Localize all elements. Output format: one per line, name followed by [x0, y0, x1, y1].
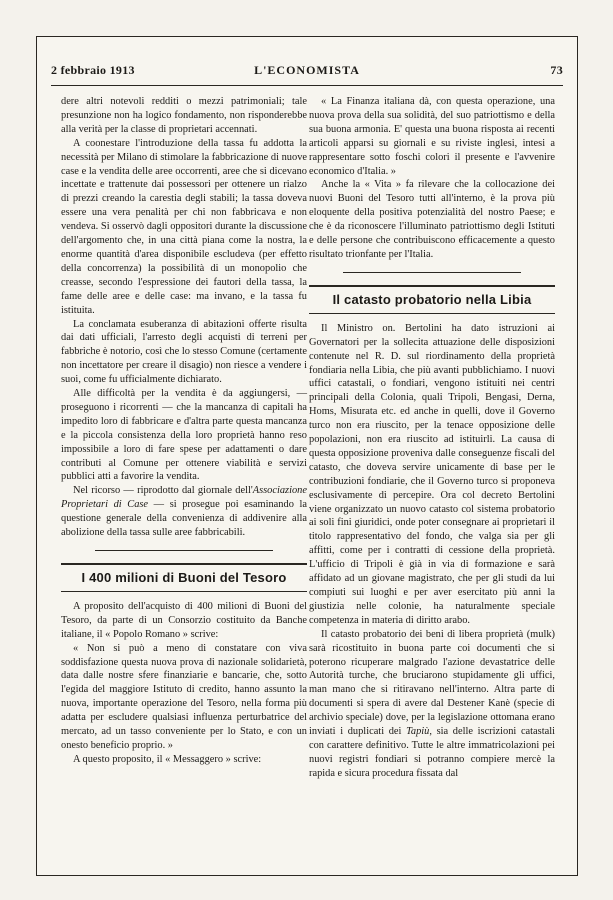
section-heading-catasto-libia: Il catasto probatorio nella Libia — [332, 291, 532, 307]
article-paragraph: Alle difficoltà per la vendita è da aggiungersi, — proseguono i ricorrenti — che la mancanza di capitali ha impedito loro di fabbricare e d'altra parte questa mancanza e la piccola consistenza della loro proprietà hanno reso impossibile a loro di fare spese per adattamenti o dare contributi al Comune per ottenere viabilità e servizi pubblici atti a favorire la vendita. — [61, 388, 307, 483]
section-rule-thick — [309, 285, 555, 287]
article-paragraph: A proposito dell'acquisto di 400 milioni di Buoni del Tesoro, da parte di un Consorzio costituito da Banche italiane, il « Popolo Romano » scrive: — [61, 600, 307, 640]
page-number: 73 — [550, 63, 563, 77]
right-column — [309, 95, 555, 781]
article-paragraph: « Non si può a meno di constatare con viva soddisfazione questa nuova prova di nazionale solidarietà, data dalle nostre sfere finanziarie e bancarie, che, sotto l'egida del maggiore Istituto di credito, hanno assunto la nuova, importante operazione del Tesoro, nella forma più adatta per escludere qualsiasi influenza perturbatrice del mercato, ad un tasso conveniente per lo Stato, e con un onesto beneficio proprio. » — [61, 642, 307, 751]
association-name: Associazione Proprietari di Case — [61, 485, 307, 511]
section-heading-buoni-tesoro: I 400 milioni di Buoni del Tesoro — [81, 570, 287, 585]
catasto-text-before: Il catasto probatorio dei beni di libera proprietà (mulk) sarà ricostituito in buona parte coi documenti che si poterono ricuperare malgrado l'azione devastatrice delle Autorità turche, che bruciarono stupidamente gli uffici, man mano che si ritiravano nell'interno. Altra parte di documenti si spera di avere dal Destener Kanè (specie di archivio speciale) dove, per la legislazione ottomana erano inviati i duplicati dei — [309, 628, 555, 738]
journal-title: L'ECONOMISTA — [254, 63, 360, 77]
article-paragraph: Anche la « Vita » fa rilevare che la collocazione dei nuovi Buoni del Tesoro tutti all'interno, è la prova più eloquente della positiva potenzialità del nostro Paese; e che è da riconoscere l'illuminato patriottismo degli Istituti e delle persone che contribuiscono efficacemente a questo risultato trionfante per l'Italia. — [309, 179, 555, 260]
header-rule — [51, 85, 563, 86]
article-paragraph — [61, 484, 307, 540]
section-rule-thin — [309, 313, 555, 314]
tapiu-term: Tapiù — [406, 726, 430, 738]
article-paragraph: dere altri notevoli redditi o mezzi patrimoniali; tale presunzione non ha logico fondamento, non risponderebbe alla verità per la classe di proprietari accennati. — [61, 96, 307, 135]
left-column — [61, 95, 307, 767]
article-paragraph — [309, 628, 555, 781]
article-paragraph: La conclamata esuberanza di abitazioni offerte risulta dai dati ufficiali, l'arresto degli acquisti di terreni per fabbriche è notorio, così che lo stesso Comune (certamente non incettatore per creare il disagio) non riesce a vendere i suoi, come fu ufficialmente dichiarato. — [61, 318, 307, 386]
catasto-text-after: , sia delle iscrizioni catastali con carattere definitivo. Tutte le altre immatricolazioni pei nuovi registri fondiari si potranno compiere mercè la rapida e sicura procedura fissata dal — [309, 726, 555, 779]
article-separator — [343, 272, 521, 273]
ricorso-text-after: — si prosegue poi esaminando la questione generale della convenienza di addivenire alla abolizione della tassa sulle aree fabbricabili. — [61, 499, 308, 539]
article-paragraph: « La Finanza italiana dà, con questa operazione, una nuova prova della sua solidità, del suo patriottismo e della sua buona armonia. E' questa una buona risposta ai recenti articoli apparsi su giornali e su riviste inglesi, intesi a rappresentare sotto foschi colori il presente e l'avvenire economico d'Italia. » — [309, 96, 555, 177]
page-header — [51, 63, 563, 81]
issue-date: 2 febbraio 1913 — [51, 63, 135, 77]
ricorso-text-before: Nel ricorso — riprodotto dal giornale dell' — [73, 485, 253, 497]
section-rule-thick — [61, 563, 307, 565]
article-paragraph: A questo proposito, il « Messaggero » scrive: — [73, 753, 262, 765]
section-rule-thin — [61, 591, 307, 592]
article-paragraph: A coonestare l'introduzione della tassa fu addotta la necessità per Milano di stimolare la fabbricazione di nuove case e la vendita delle aree occorrenti, aree che si dicevano incettate e trattenute dai possessori per ottenere un rialzo di prezzi creando la carestia degli stabili; la tassa doveva essere una vera penalità per chi non fabbricava e non vendeva. Si osservò dagli oppositori durante la discussione dell'argomento che, in una città piana come la nostra, la enorme quantità d'area disponibile escludeva (per effetto della concorrenza) la possibilità di un monopolio che creasse, secondo l'espressione dei fautori della tassa, la fame delle aree e delle case: ma invano, e la tassa fu istituita. — [61, 137, 307, 316]
article-paragraph: Il Ministro on. Bertolini ha dato istruzioni ai Governatori per la sollecita attuazione delle disposizioni contenute nel R. D. sul riordinamento della proprietà fondiaria nella Libia, che più avanti pubblichiamo. I nuovi uffici catastali, o fondiari, vengono istituiti nei centri principali della Colonia, quali Tripoli, Bengasi, Derna, Homs, Misurata etc. ed anche in quelli, dove il Governo turco non era riuscito, per la tenace opposizione delle popolazioni, non era riuscito ad istituirli. La causa di questa opposizione proveniva dalle conseguenze fiscali del catasto, che doveva servire unicamente di base per le contribuzioni fondiarie, che il Governo turco si proponeva esclusivamente di percepire. Ora col decreto Bertolini viene organizzato un nuovo catasto col sistema probatorio ai soli fini giuridici, onde poter consegnare ai proprietari il titolo rappresentativo del fondo, che valga sia per gli affitti, come per i contratti di cessione della proprietà. L'ufficio di Tripoli è già in via di formazione e sarà affidato ad un giovane magistrato, che per gli studi da lui compiuti sui luoghi e per aver esercitato più anni la giustizia nelle colonie, ha naturalmente speciale competenza in materia di diritto arabo. — [309, 322, 555, 626]
article-separator — [95, 550, 273, 551]
newspaper-page — [36, 36, 578, 876]
